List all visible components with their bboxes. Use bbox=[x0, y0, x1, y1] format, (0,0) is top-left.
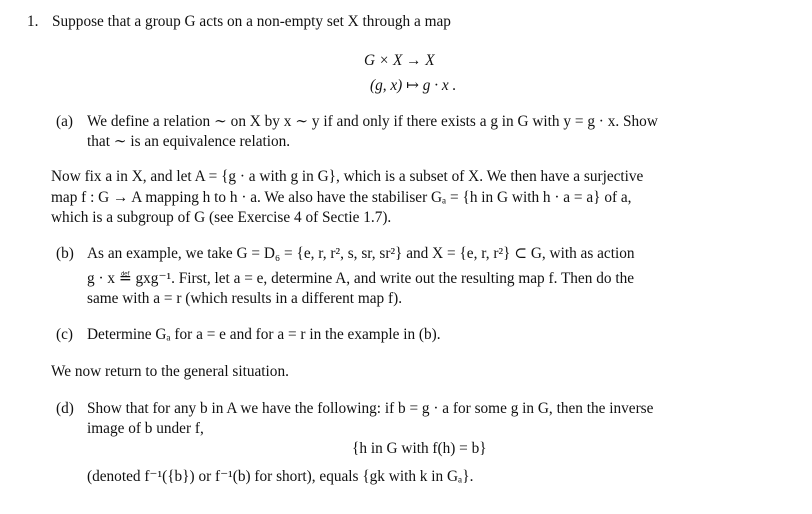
part-a-line-1: We define a relation ∼ on X by x ∼ y if and only if there exists a g in G with y = g · x. Show bbox=[87, 113, 658, 130]
part-b-line-2: g · x ≝ gxg⁻¹. First, let a = e, determine A, and write out the resulting map f. Then do the bbox=[87, 270, 635, 287]
part-d-line-2: image of b under f, bbox=[87, 420, 204, 437]
part-d-display: {h in G with f(h) = b} bbox=[352, 440, 487, 457]
map-line-1: G × X → X bbox=[364, 52, 435, 69]
intro-text: Suppose that a group G acts on a non-empty set X through a map bbox=[52, 13, 451, 30]
part-b-line-3: same with a = r (which results in a different map f). bbox=[87, 290, 403, 307]
part-b-line-1: As an example, we take G = D₆ = {e, r, r², s, sr, sr²} and X = {e, r, r²} ⊂ G, with as action bbox=[87, 245, 635, 262]
problem-number: 1. bbox=[27, 13, 39, 30]
part-a-label: (a) bbox=[56, 113, 73, 130]
map-line-2: (g, x) ↦ g · x . bbox=[370, 77, 457, 94]
para1-line-2: map f : G → A mapping h to h · a. We also have the stabiliser Gₐ = {h in G with h · a = a} of a, bbox=[51, 189, 632, 206]
para2-text: We now return to the general situation. bbox=[51, 363, 289, 380]
part-d-line-3: (denoted f⁻¹({b}) or f⁻¹(b) for short), equals {gk with k in Gₐ}. bbox=[87, 468, 474, 485]
part-d-line-1: Show that for any b in A we have the following: if b = g · a for some g in G, then the inverse bbox=[87, 400, 654, 417]
para1-line-3: which is a subgroup of G (see Exercise 4 of Sectie 1.7). bbox=[51, 209, 392, 226]
part-c-line-1: Determine Gₐ for a = e and for a = r in the example in (b). bbox=[87, 326, 441, 343]
part-b-label: (b) bbox=[56, 245, 74, 262]
part-c-label: (c) bbox=[56, 326, 73, 343]
para1-line-1: Now fix a in X, and let A = {g · a with g in G}, which is a subset of X. We then have a surjective bbox=[51, 168, 644, 185]
part-a-line-2: that ∼ is an equivalence relation. bbox=[87, 133, 291, 150]
part-d-label: (d) bbox=[56, 400, 74, 417]
